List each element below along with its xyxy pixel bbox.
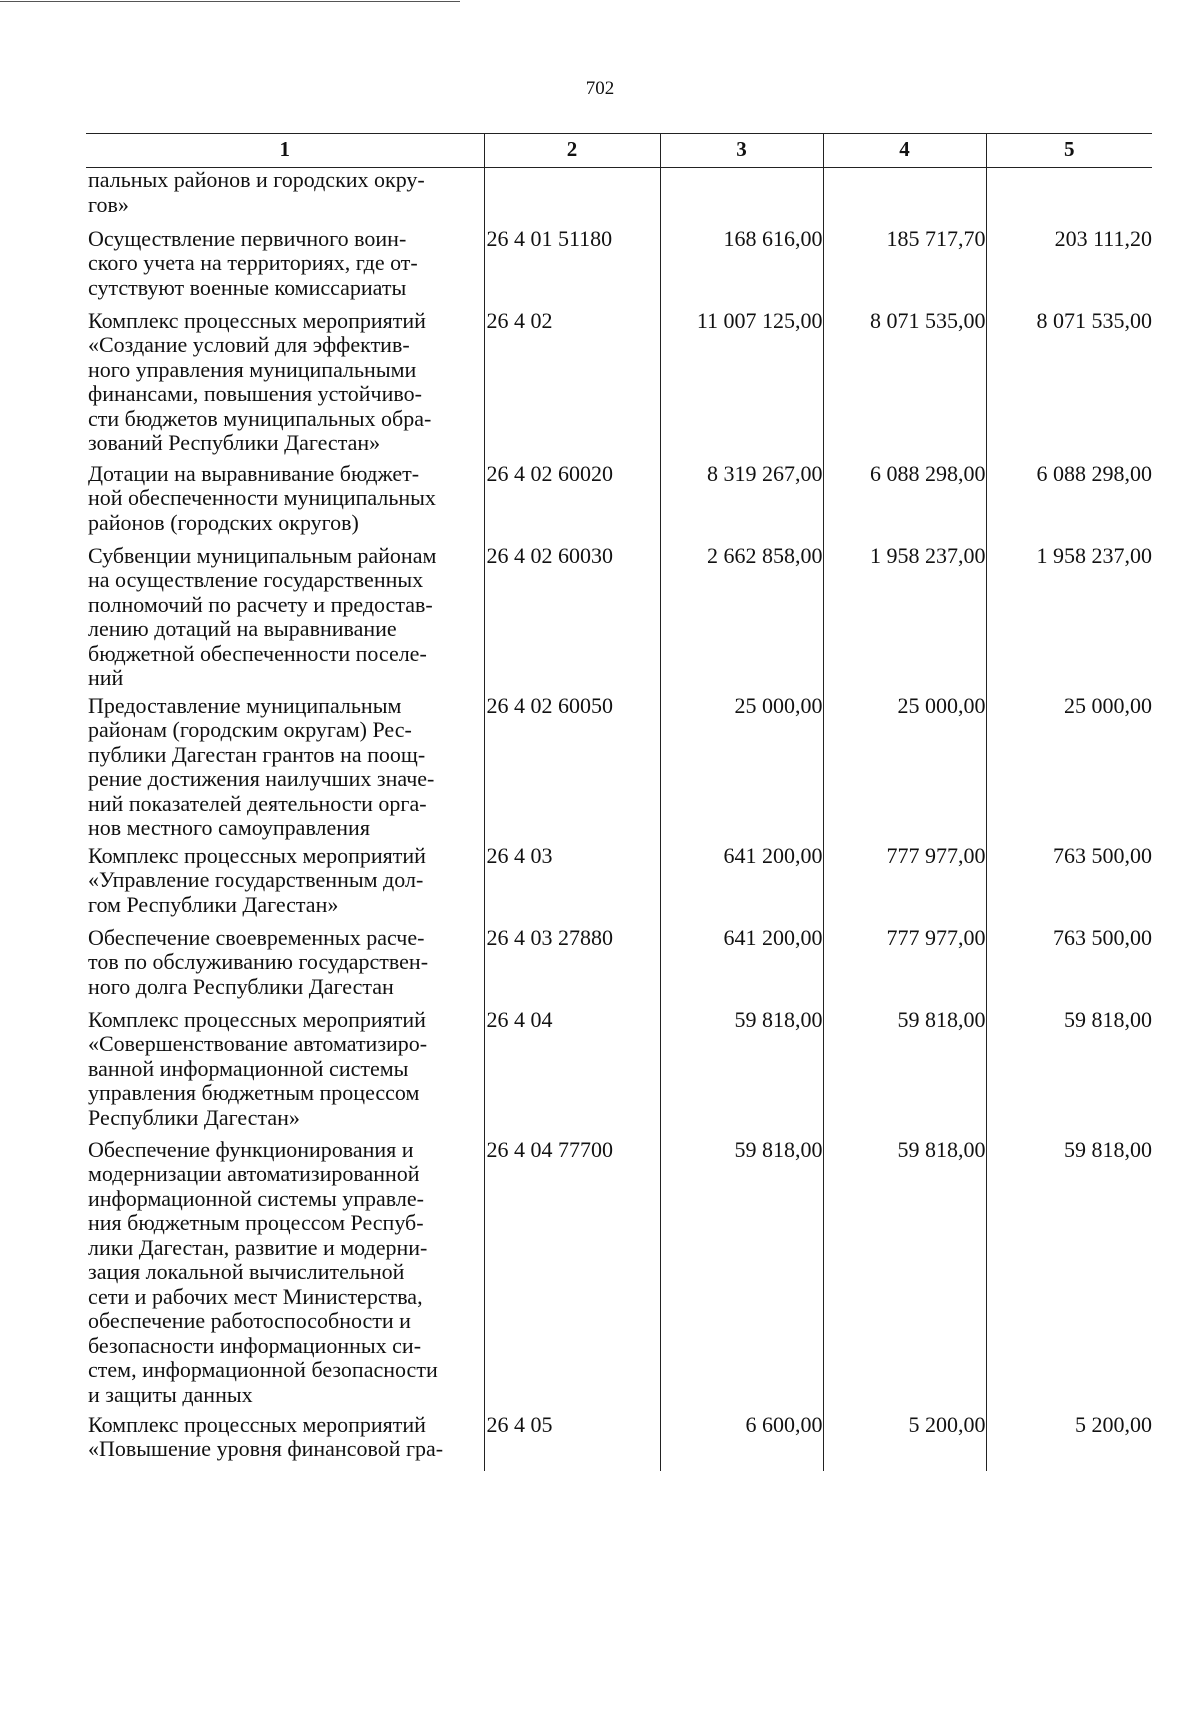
table-row [86,309,1152,462]
row-value-col4: 5 200,00 [823,1413,986,1471]
table-row [86,926,1152,1008]
row-value-col3: 6 600,00 [660,1413,823,1471]
row-code-cell: 26 4 02 60030 [484,544,660,694]
row-code-cell: 26 4 02 [484,309,660,462]
row-value-col5 [986,168,1152,227]
header-col-3: 3 [660,134,823,168]
row-value-col4: 8 071 535,00 [823,309,986,462]
row-value-col5: 59 818,00 [986,1138,1152,1413]
row-name-cell: Дотации на выравнивание бюджет- ной обеспеченности муниципальных районов (городских округов) [86,462,484,544]
row-code-cell: 26 4 04 [484,1008,660,1138]
table-row [86,462,1152,544]
header-col-5: 5 [986,134,1152,168]
row-name-cell: Субвенции муниципальным районам на осуществление государственных полномочий по расчету и предостав- лению дотаций на выравнивание бюджетной обеспеченности поселе- ний [86,544,484,694]
page-number: 702 [585,78,615,99]
row-value-col3: 641 200,00 [660,844,823,926]
row-value-col3: 11 007 125,00 [660,309,823,462]
row-value-col5: 1 958 237,00 [986,544,1152,694]
row-code-cell: 26 4 01 51180 [484,227,660,309]
row-value-col4: 6 088 298,00 [823,462,986,544]
row-code-cell: 26 4 03 27880 [484,926,660,1008]
row-value-col3: 641 200,00 [660,926,823,1008]
row-code-cell: 26 4 02 60020 [484,462,660,544]
row-value-col3: 59 818,00 [660,1008,823,1138]
row-name-cell: Обеспечение своевременных расче- тов по обслуживанию государствен- ного долга Республики Дагестан [86,926,484,1008]
top-scan-line [0,1,460,2]
row-name-cell: Комплекс процессных мероприятий «Управление государственным дол- гом Республики Дагестан» [86,844,484,926]
table-row [86,544,1152,694]
row-value-col4: 59 818,00 [823,1008,986,1138]
row-value-col4: 59 818,00 [823,1138,986,1413]
row-value-col5: 203 111,20 [986,227,1152,309]
table-row [86,1008,1152,1138]
row-value-col3: 25 000,00 [660,694,823,844]
table-row [86,844,1152,926]
table-row [86,1138,1152,1413]
table-row [86,168,1152,227]
row-name-cell: Предоставление муниципальным районам (городским округам) Рес- публики Дагестан грантов на поощ- рение достижения наилучших значе- ний показателей деятельности орга- нов местного самоуправления [86,694,484,844]
budget-table [86,133,1152,1471]
row-value-col4: 185 717,70 [823,227,986,309]
table-row [86,1413,1152,1471]
row-name-cell: Осуществление первичного воин- ского учета на территориях, где от- сутствуют военные комиссариаты [86,227,484,309]
row-value-col5: 8 071 535,00 [986,309,1152,462]
row-value-col5: 25 000,00 [986,694,1152,844]
row-value-col4: 777 977,00 [823,926,986,1008]
row-name-cell: Комплекс процессных мероприятий «Создание условий для эффектив- ного управления муниципальными финансами, повышения устойчиво- сти бюджетов муниципальных обра- зований Республики Дагестан» [86,309,484,462]
row-name-cell: Комплекс процессных мероприятий «Совершенствование автоматизиро- ванной информационной системы управления бюджетным процессом Республики Дагестан» [86,1008,484,1138]
table-row [86,227,1152,309]
row-value-col3: 168 616,00 [660,227,823,309]
row-value-col5: 763 500,00 [986,926,1152,1008]
row-code-cell: 26 4 02 60050 [484,694,660,844]
row-value-col5: 6 088 298,00 [986,462,1152,544]
row-value-col3: 59 818,00 [660,1138,823,1413]
row-value-col3 [660,168,823,227]
header-col-1: 1 [86,134,484,168]
row-value-col4: 777 977,00 [823,844,986,926]
row-value-col4 [823,168,986,227]
row-value-col3: 8 319 267,00 [660,462,823,544]
header-col-2: 2 [484,134,660,168]
row-name-cell: Обеспечение функционирования и модернизации автоматизированной информационной системы управле- ния бюджетным процессом Респуб- лики Дагестан, развитие и модерни- зация локальной вычислительной сети и рабочих мест Министерства, обеспечение работоспособности и безопасности информационных си- стем, информационной безопасности и защиты данных [86,1138,484,1413]
row-value-col4: 25 000,00 [823,694,986,844]
row-name-cell: пальных районов и городских окру- гов» [86,168,484,227]
table-row [86,694,1152,844]
row-value-col4: 1 958 237,00 [823,544,986,694]
row-code-cell: 26 4 04 77700 [484,1138,660,1413]
row-code-cell [484,168,660,227]
row-code-cell: 26 4 03 [484,844,660,926]
row-value-col3: 2 662 858,00 [660,544,823,694]
row-value-col5: 5 200,00 [986,1413,1152,1471]
row-name-cell: Комплекс процессных мероприятий «Повышение уровня финансовой гра- [86,1413,484,1471]
header-row [86,134,1152,168]
header-col-4: 4 [823,134,986,168]
row-value-col5: 59 818,00 [986,1008,1152,1138]
row-code-cell: 26 4 05 [484,1413,660,1471]
row-value-col5: 763 500,00 [986,844,1152,926]
